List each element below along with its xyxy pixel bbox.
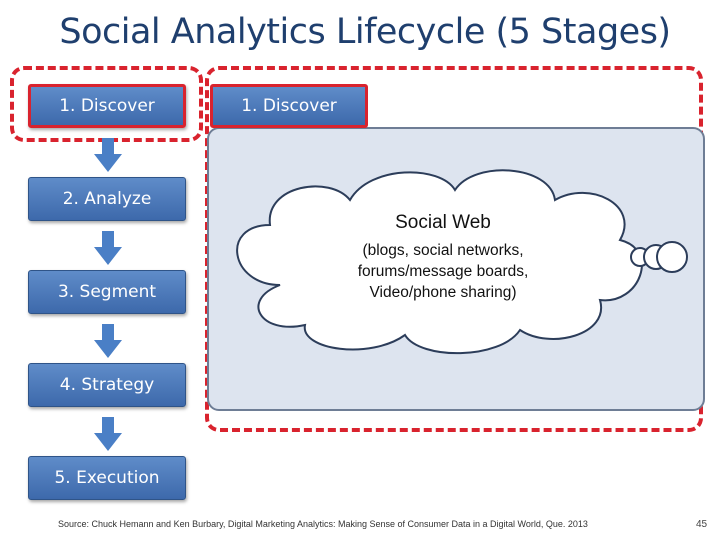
down-arrow-icon	[94, 231, 122, 265]
source-citation: Source: Chuck Hemann and Ken Burbary, Digital Marketing Analytics: Making Sense of Consumer Data in a Digital World, Que. 2013	[58, 519, 588, 529]
cloud-line: (blogs, social networks,	[362, 242, 524, 259]
stage-execution: 5. Execution	[28, 456, 186, 500]
cloud-title: Social Web	[395, 212, 491, 233]
stage-segment: 3. Segment	[28, 270, 186, 314]
slide-title: Social Analytics Lifecycle (5 Stages)	[59, 12, 671, 52]
stage-discover: 1. Discover	[28, 84, 186, 128]
down-arrow-icon	[94, 324, 122, 358]
stage-analyze: 2. Analyze	[28, 177, 186, 221]
page-number: 45	[696, 519, 708, 530]
cloud-line: forums/message boards,	[357, 263, 529, 280]
down-arrow-icon	[94, 417, 122, 451]
detail-stage-label: 1. Discover	[210, 84, 368, 128]
down-arrow-icon	[94, 138, 122, 172]
cloud-description	[318, 240, 568, 303]
cloud-line: Video/phone sharing)	[369, 284, 517, 301]
stage-strategy: 4. Strategy	[28, 363, 186, 407]
